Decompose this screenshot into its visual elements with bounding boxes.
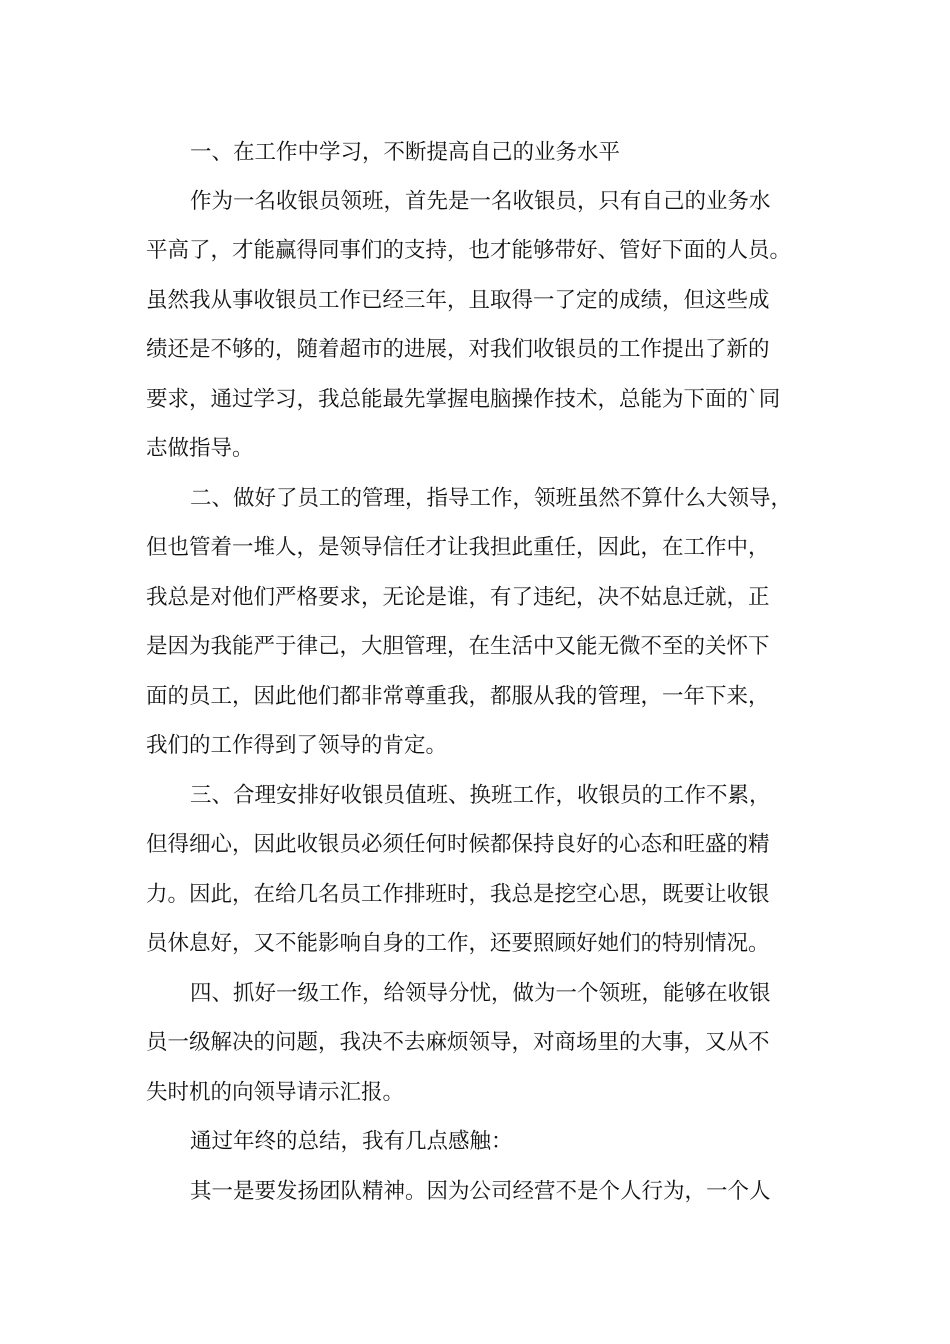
text-line-6: 要求，通过学习，我总能最先掌握电脑操作技术，总能为下面的`同 xyxy=(146,387,781,412)
text-line-12: 面的员工，因此他们都非常尊重我，都服从我的管理，一年下来， xyxy=(146,684,770,709)
text-line-10: 我总是对他们严格要求，无论是谁，有了违纪，决不姑息迁就，正 xyxy=(146,585,770,610)
text-line-19: 员一级解决的问题，我决不去麻烦领导，对商场里的大事，又从不 xyxy=(146,1030,770,1055)
text-line-4: 虽然我从事收银员工作已经三年，且取得一了定的成绩，但这些成 xyxy=(146,288,770,313)
text-line-20: 失时机的向领导请示汇报。 xyxy=(146,1080,405,1105)
text-line-21: 通过年终的总结，我有几点感触： xyxy=(190,1129,513,1154)
text-line-15: 但得细心，因此收银员必须任何时候都保持良好的心态和旺盛的精 xyxy=(146,832,770,857)
text-line-5: 绩还是不够的，随着超市的进展，对我们收银员的工作提出了新的 xyxy=(146,337,770,362)
text-line-22: 其一是要发扬团队精神。因为公司经营不是个人行为，一个人 xyxy=(190,1179,771,1204)
text-line-11: 是因为我能严于律己，大胆管理，在生活中又能无微不至的关怀下 xyxy=(146,634,770,659)
text-line-14: 三、合理安排好收银员值班、换班工作，收银员的工作不累， xyxy=(190,783,771,808)
text-line-13: 我们的工作得到了领导的肯定。 xyxy=(146,733,448,758)
heading-line-1: 一、在工作中学习，不断提高自己的业务水平 xyxy=(190,140,621,165)
text-line-7: 志做指导。 xyxy=(146,436,254,461)
text-line-8: 二、做好了员工的管理，指导工作，领班虽然不算什么大领导， xyxy=(190,486,793,511)
text-line-9: 但也管着一堆人，是领导信任才让我担此重任，因此，在工作中， xyxy=(146,535,770,560)
text-line-3: 平高了，才能赢得同事们的支持，也才能够带好、管好下面的人员。 xyxy=(146,238,792,263)
text-line-18: 四、抓好一级工作，给领导分忧，做为一个领班，能够在收银 xyxy=(190,981,771,1006)
text-line-16: 力。因此，在给几名员工作排班时，我总是挖空心思，既要让收银 xyxy=(146,882,770,907)
text-line-2: 作为一名收银员领班，首先是一名收银员，只有自己的业务水 xyxy=(190,189,771,214)
text-line-17: 员休息好，又不能影响自身的工作，还要照顾好她们的特别情况。 xyxy=(146,931,770,956)
